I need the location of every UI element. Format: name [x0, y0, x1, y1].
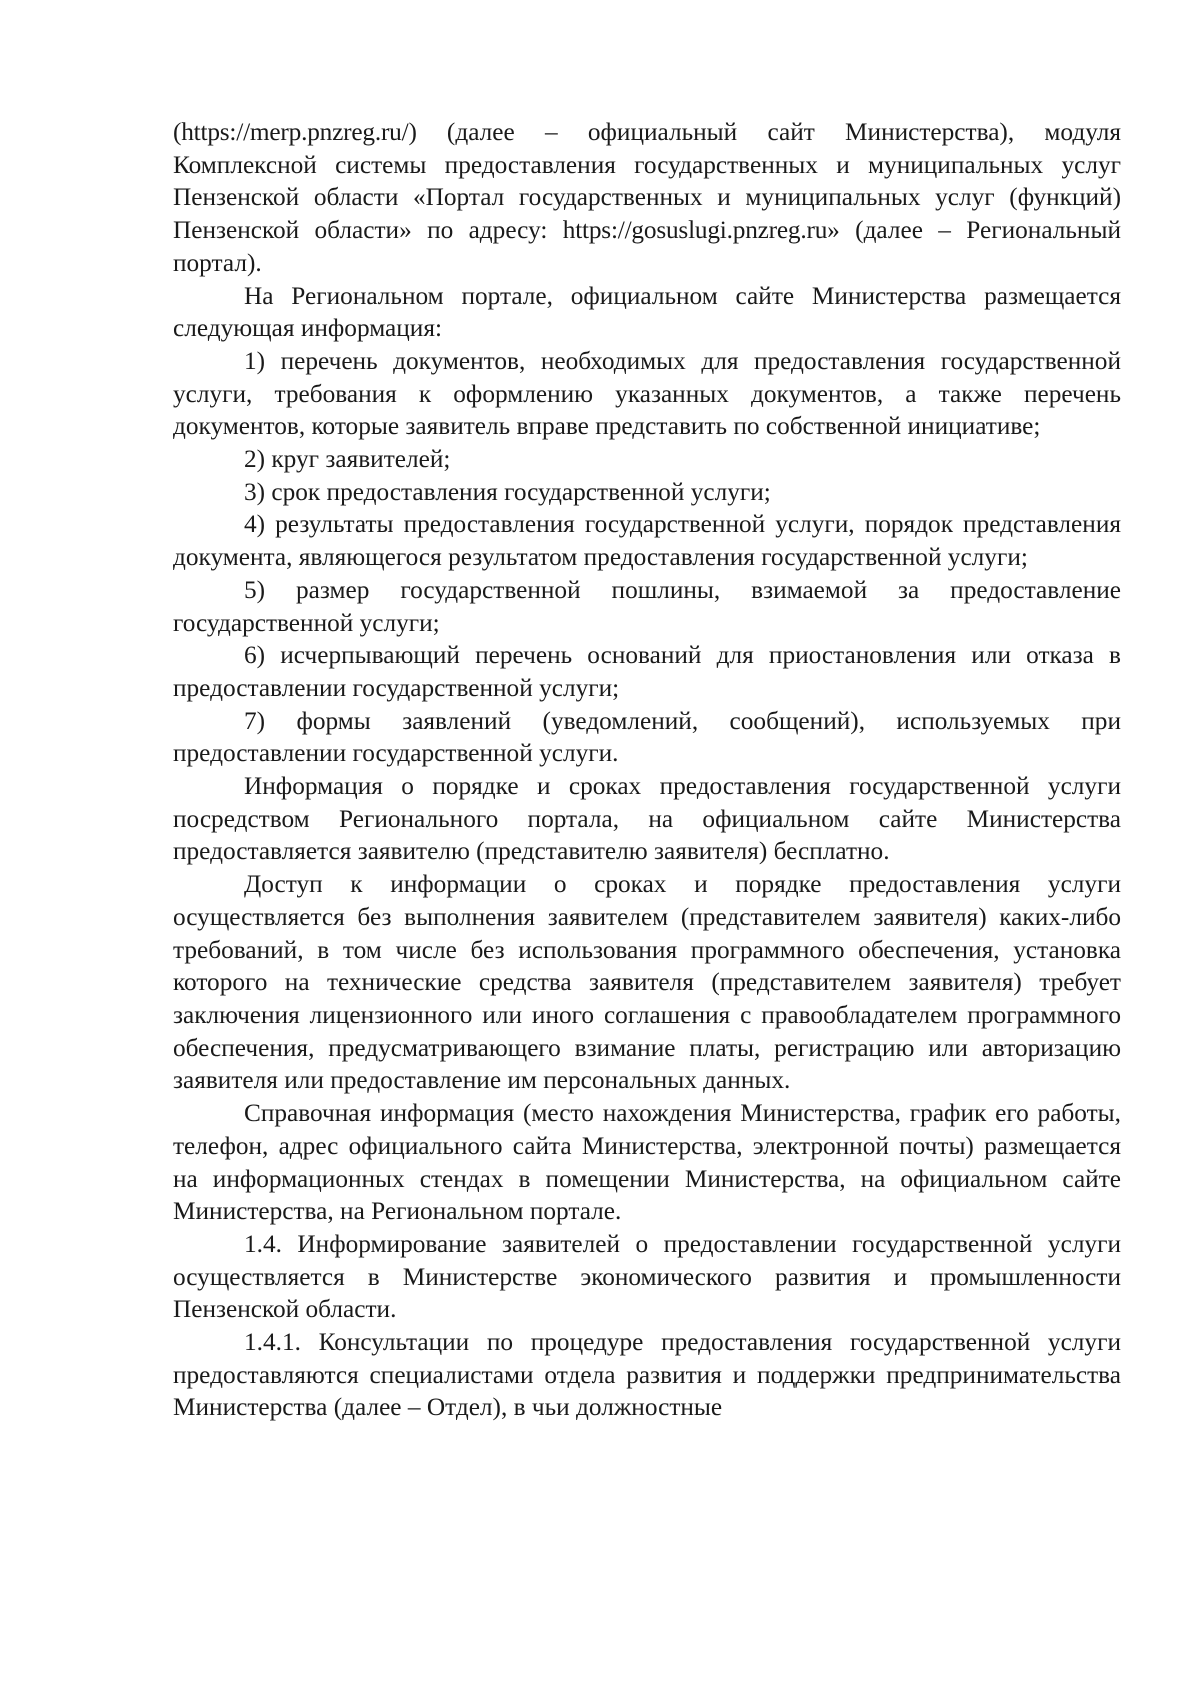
link-merp-url[interactable]: (https://merp.pnzreg.ru/): [173, 118, 417, 146]
list-item-5: 5) размер государственной пошлины, взимаемой за предоставление государственной услуги;: [173, 575, 1121, 637]
list-item-2: 2) круг заявителей;: [244, 445, 451, 474]
paragraph-free-of-charge: Информация о порядке и сроках предоставления государственной услуги посредством Регионального портала, на официальном сайте Министерства предоставляется заявителю (представителю заявителя) бесплатно.: [173, 772, 1121, 866]
list-item-4: 4) результаты предоставления государственной услуги, порядок представления документа, являющегося результатом предоставления государственной услуги;: [173, 510, 1121, 572]
paragraph-access-info: Доступ к информации о сроках и порядке предоставления услуги осуществляется без выполнения заявителем (представителем заявителя) каких-либо требований, в том числе без использования программного обеспечения, установка которого на технические средства заявителя (представителем заявителя) требует заключения лицензионного или иного соглашения с правообладателем программного обеспечения, предусматривающего взимание платы, регистрацию или авторизацию заявителя или предоставление им персональных данных.: [173, 870, 1121, 1095]
document-body: [173, 116, 1121, 1424]
paragraph-section-1-4-1: 1.4.1. Консультации по процедуре предоставления государственной услуги предоставляются специалистами отдела развития и поддержки предпринимательства Министерства (далее – Отдел), в чьи должностные: [173, 1328, 1121, 1422]
list-item-1: 1) перечень документов, необходимых для предоставления государственной услуги, требования к оформлению указанных документов, а также перечень документов, которые заявитель вправе представить по собственной инициативе;: [173, 346, 1121, 441]
paragraph-portal-info-intro: На Региональном портале, официальном сайте Министерства размещается следующая информация:: [173, 281, 1121, 343]
link-gosuslugi-url[interactable]: https://gosuslugi.pnzreg.ru: [562, 216, 828, 245]
list-item-3: 3) срок предоставления государственной услуги;: [244, 477, 771, 506]
paragraph-official-site-reference: [173, 116, 1121, 280]
list-item-7: 7) формы заявлений (уведомлений, сообщений), используемых при предоставлении государственной услуги.: [173, 706, 1121, 768]
paragraph-text: » (далее – Региональный портал).: [173, 216, 1122, 277]
list-item-6: 6) исчерпывающий перечень оснований для приостановления или отказа в предоставлении государственной услуги;: [173, 641, 1121, 702]
paragraph-text: (далее – официальный сайт Министерства), модуля Комплексной системы предоставления государственных и муниципальных услуг Пензенской области «Портал государственных и муниципальных услуг (функций) Пензенской области» по адресу:: [173, 118, 1121, 245]
paragraph-reference-info: Справочная информация (место нахождения Министерства, график его работы, телефон, адрес официального сайта Министерства, электронной почты) размещается на информационных стендах в помещении Министерства, на официальном сайте Министерства, на Региональном портале.: [173, 1099, 1121, 1226]
paragraph-section-1-4: 1.4. Информирование заявителей о предоставлении государственной услуги осуществляется в Министерстве экономического развития и промышленности Пензенской области.: [173, 1229, 1121, 1324]
